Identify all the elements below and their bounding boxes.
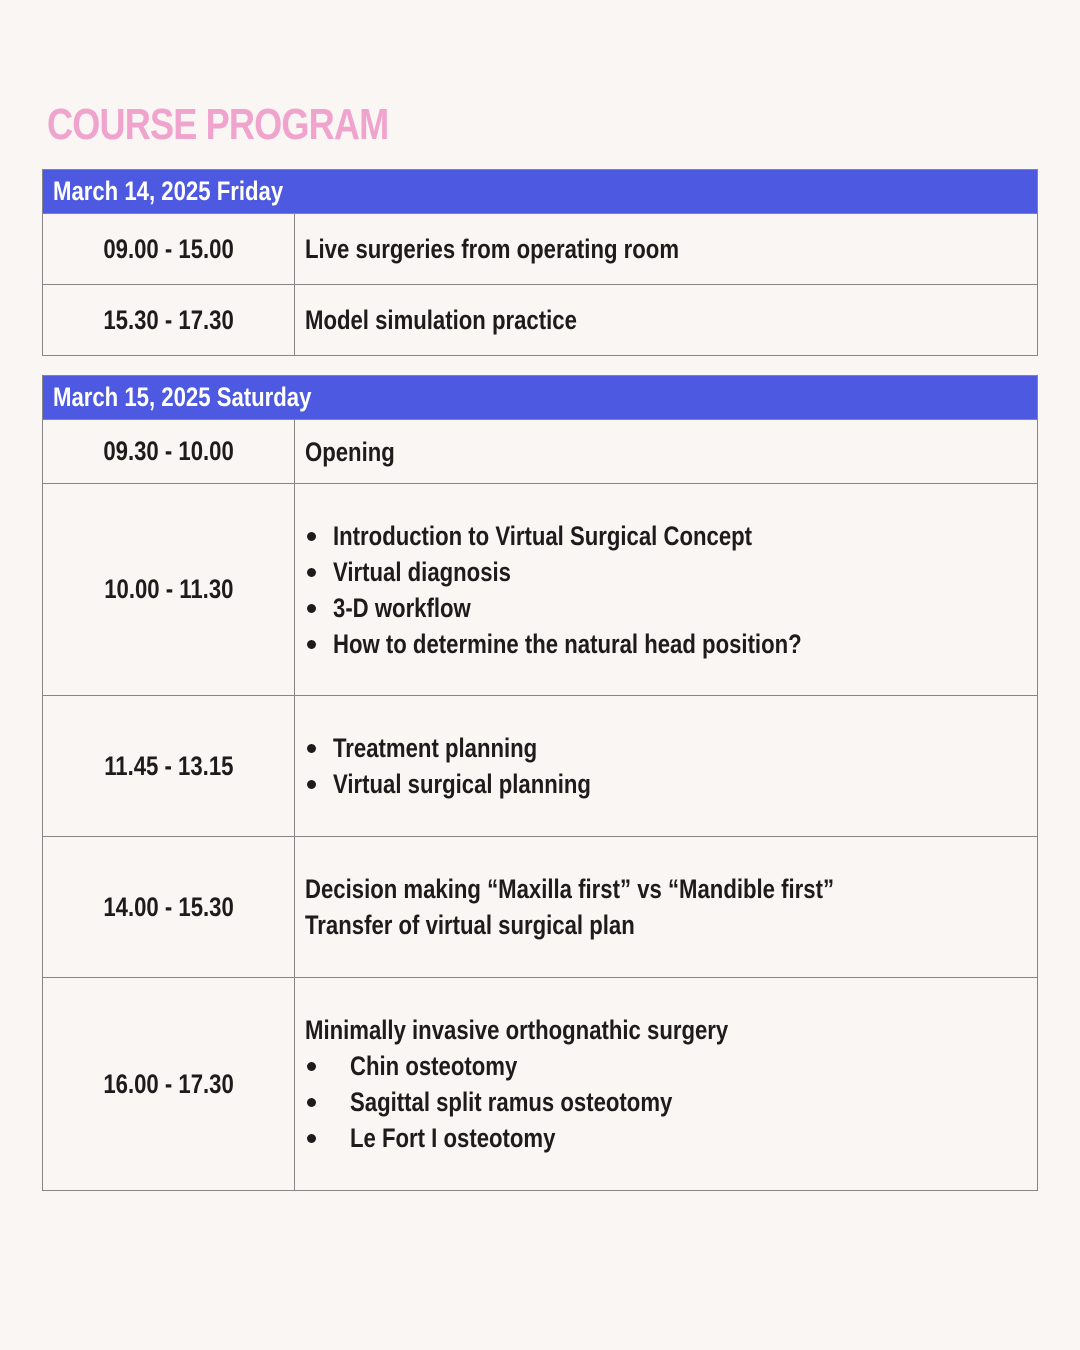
list-item: Chin osteotomy — [305, 1048, 1037, 1084]
time-cell — [43, 978, 295, 1190]
table-row — [43, 420, 1037, 484]
day-table-saturday — [42, 375, 1038, 1191]
bullet-list — [305, 730, 1037, 802]
table-row — [43, 978, 1037, 1190]
bullet-list — [305, 1048, 1037, 1156]
time-label: 16.00 - 17.30 — [103, 1068, 234, 1099]
time-label: 15.30 - 17.30 — [103, 304, 234, 335]
description-line: Transfer of virtual surgical plan — [305, 910, 635, 940]
description-cell — [295, 484, 1037, 695]
description-cell — [295, 285, 1037, 355]
description-cell — [295, 214, 1037, 284]
day-header — [43, 170, 1037, 214]
description-line: Decision making “Maxilla first” vs “Mandible first” — [305, 874, 835, 904]
table-row — [43, 837, 1037, 978]
time-cell — [43, 484, 295, 695]
description-cell — [295, 978, 1037, 1190]
list-item: Treatment planning — [305, 730, 1037, 766]
list-item: Sagittal split ramus osteotomy — [305, 1084, 1037, 1120]
time-cell — [43, 285, 295, 355]
bullet-list — [305, 518, 1037, 662]
list-item: Introduction to Virtual Surgical Concept — [305, 518, 1037, 554]
list-item: Virtual surgical planning — [305, 766, 1037, 802]
description-cell — [295, 837, 1037, 977]
time-cell — [43, 420, 295, 483]
time-label: 09.30 - 10.00 — [103, 436, 234, 466]
description-line: Model simulation practice — [305, 305, 577, 335]
time-cell — [43, 214, 295, 284]
description-line: Opening — [305, 436, 395, 467]
time-label: 09.00 - 15.00 — [103, 233, 234, 264]
time-cell — [43, 696, 295, 836]
day-table-friday — [42, 169, 1038, 356]
time-label: 11.45 - 13.15 — [103, 750, 234, 781]
description-cell — [295, 420, 1037, 483]
page-title: COURSE PROGRAM — [47, 100, 389, 149]
table-row — [43, 214, 1037, 285]
table-row — [43, 696, 1037, 837]
day-header — [43, 376, 1037, 420]
list-item: Virtual diagnosis — [305, 554, 1037, 590]
time-label: 10.00 - 11.30 — [103, 574, 234, 604]
time-cell — [43, 837, 295, 977]
description-line: Live surgeries from operating room — [305, 234, 680, 264]
table-row — [43, 285, 1037, 355]
day-header-label: March 14, 2025 Friday — [53, 176, 284, 206]
list-item: 3-D workflow — [305, 590, 1037, 626]
list-item: Le Fort I osteotomy — [305, 1120, 1037, 1156]
table-row — [43, 484, 1037, 696]
time-label: 14.00 - 15.30 — [103, 891, 234, 922]
description-cell — [295, 696, 1037, 836]
list-item: How to determine the natural head position? — [305, 626, 1037, 662]
day-header-label: March 15, 2025 Saturday — [53, 382, 312, 412]
description-line: Minimally invasive orthognathic surgery — [305, 1015, 729, 1045]
